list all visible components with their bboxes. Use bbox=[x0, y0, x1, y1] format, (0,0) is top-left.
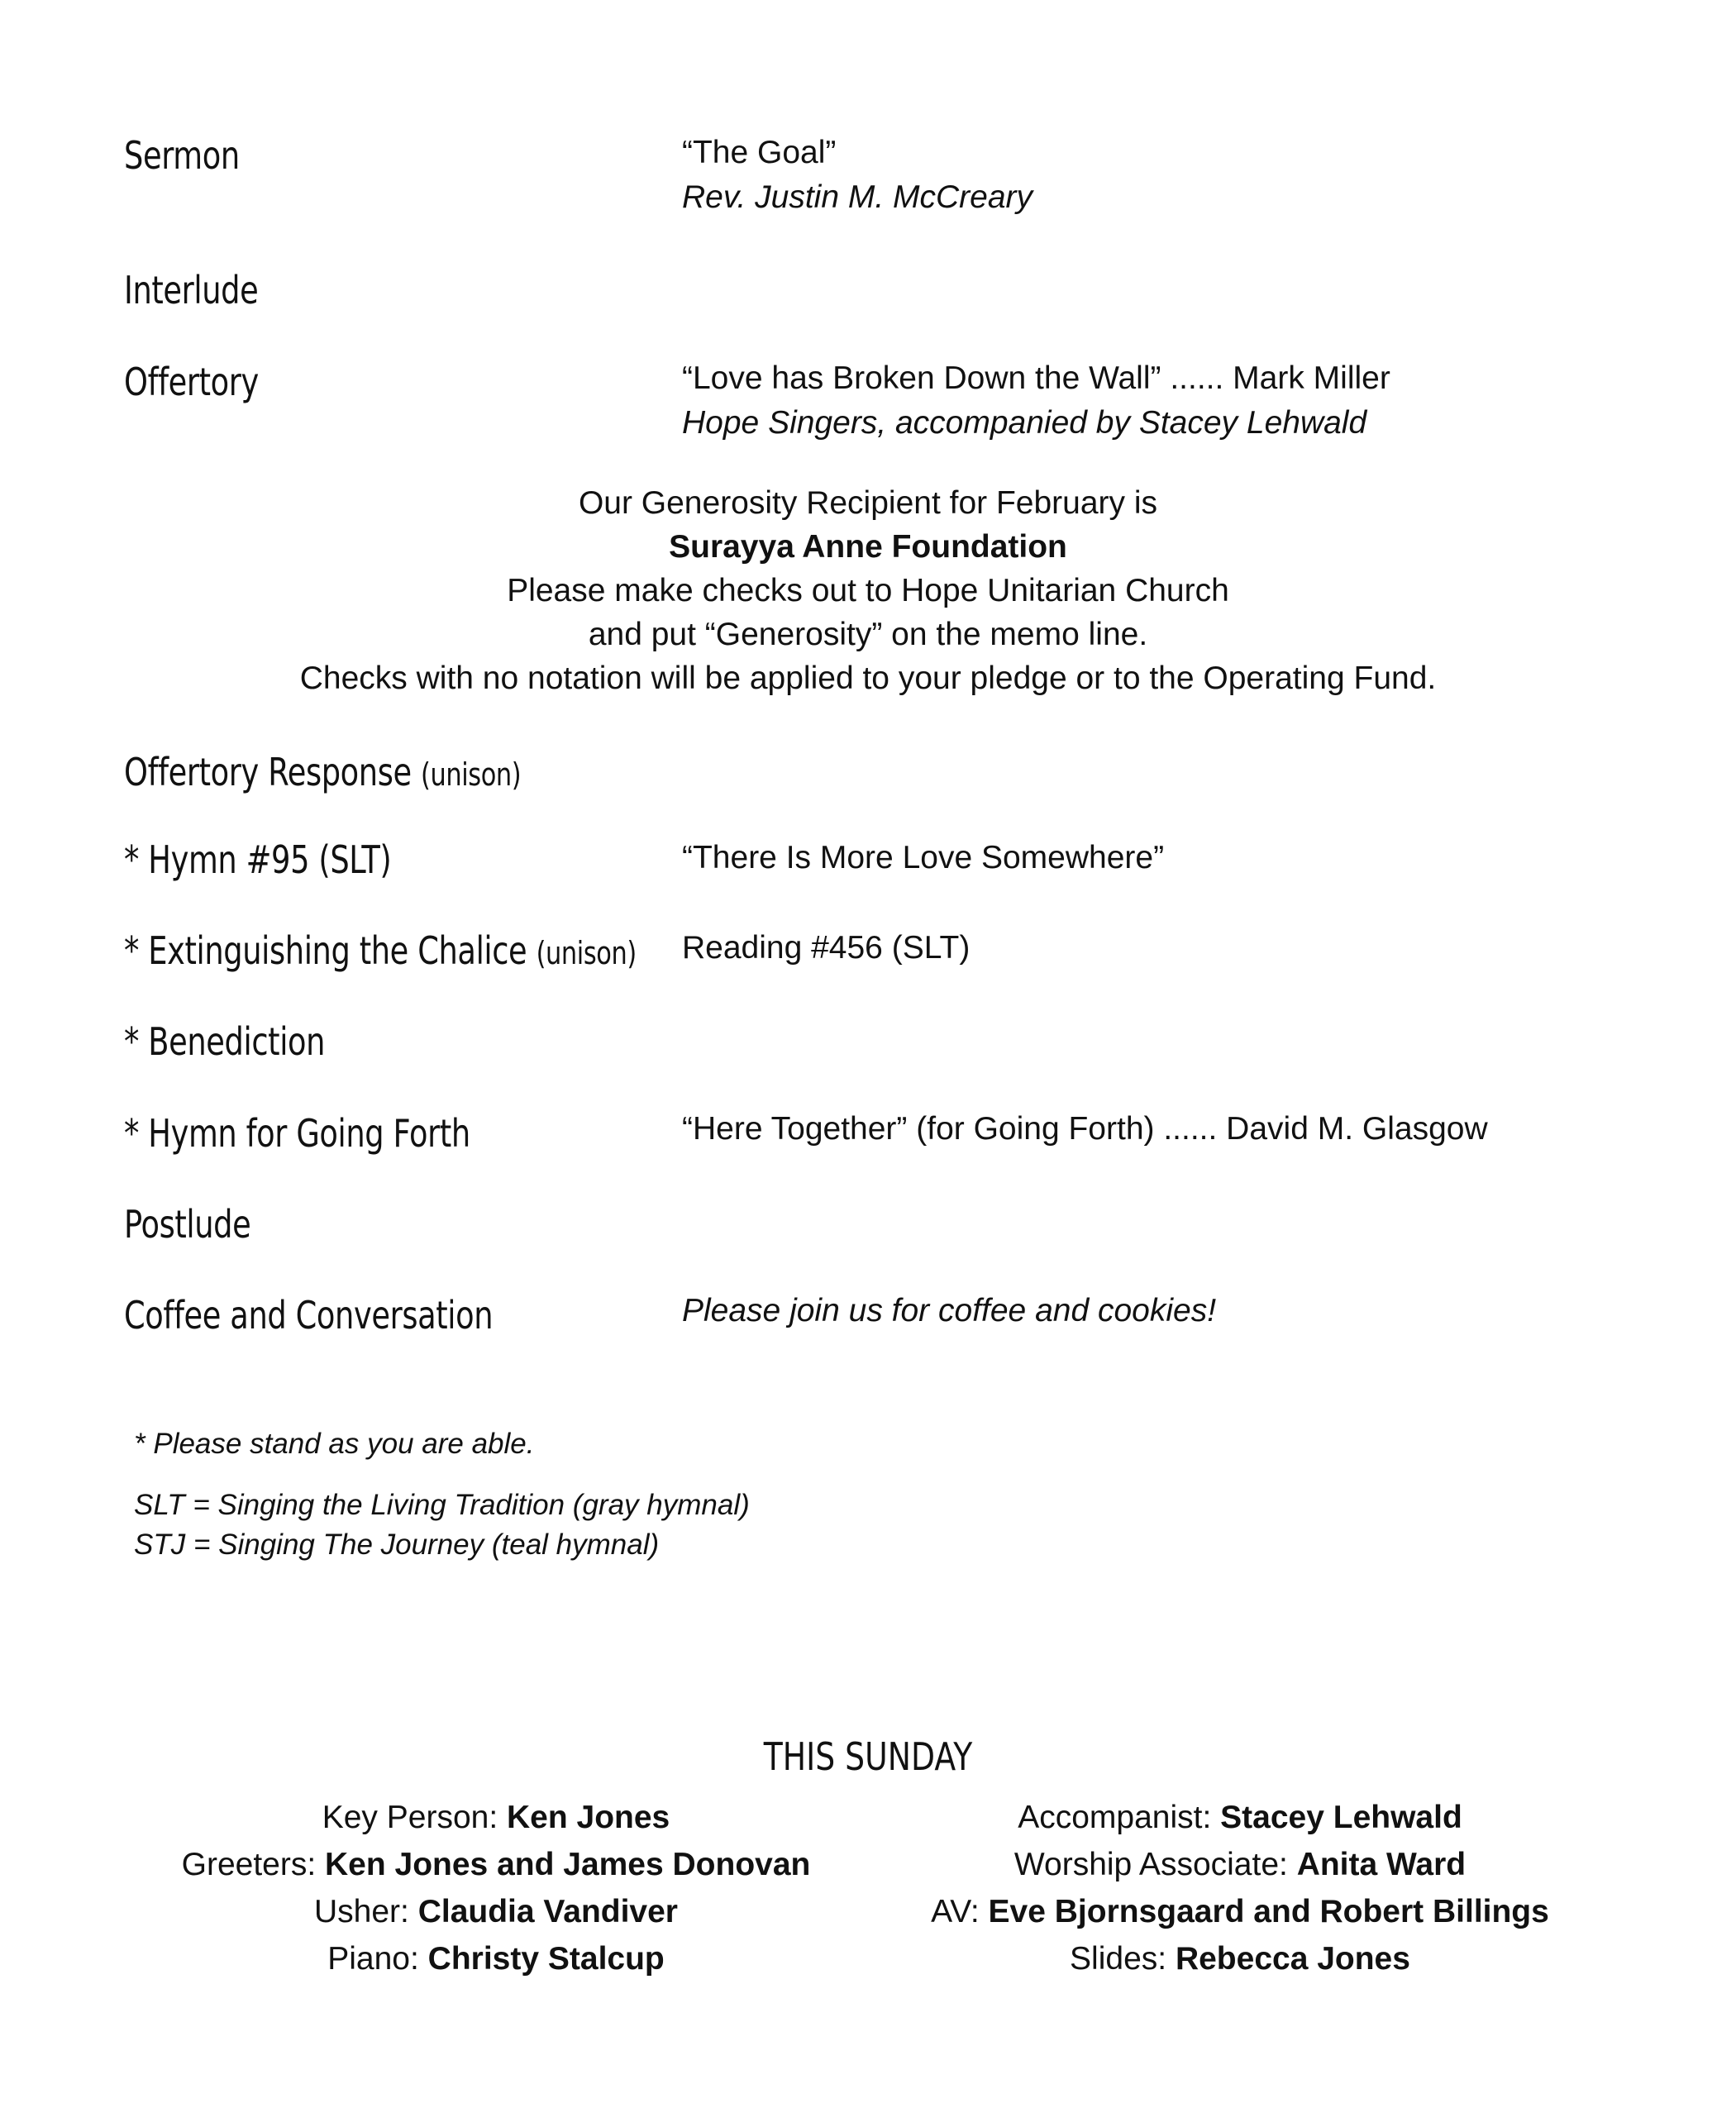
service-item-label: * Benediction bbox=[124, 1019, 326, 1064]
volunteer-role: Accompanist: bbox=[1018, 1800, 1221, 1835]
volunteer-role: Greeters: bbox=[181, 1847, 326, 1882]
volunteer-name: Stacey Lehwald bbox=[1220, 1800, 1462, 1835]
service-item-label: * Extinguishing the Chalice (unison) bbox=[124, 928, 637, 973]
service-item-label: Offertory Response (unison) bbox=[124, 750, 522, 794]
service-item-label: Sermon bbox=[124, 133, 240, 178]
volunteer-line bbox=[868, 1888, 1612, 1935]
offertory-piece: “Love has Broken Down the Wall” ...... Mark Miller bbox=[682, 360, 1390, 396]
volunteer-role: AV: bbox=[931, 1894, 989, 1929]
service-item-label: * Hymn for Going Forth bbox=[124, 1111, 470, 1156]
volunteer-name: Eve Bjornsgaard and Robert Billings bbox=[988, 1894, 1549, 1929]
volunteer-role: Worship Associate: bbox=[1013, 1847, 1297, 1882]
hymnal-legend bbox=[134, 1486, 750, 1565]
volunteer-line bbox=[124, 1841, 868, 1888]
service-item-detail bbox=[682, 1289, 1216, 1333]
service-item-label-suffix: (unison) bbox=[536, 935, 637, 971]
coffee-invitation: Please join us for coffee and cookies! bbox=[682, 1293, 1217, 1328]
offertory-performers: Hope Singers, accompanied by Stacey Lehwald bbox=[682, 405, 1367, 441]
generosity-intro: Our Generosity Recipient for February is bbox=[578, 485, 1158, 521]
volunteer-role: Key Person: bbox=[322, 1800, 508, 1835]
reading-reference: Reading #456 (SLT) bbox=[682, 930, 971, 966]
service-item-label: Offertory bbox=[124, 360, 259, 404]
volunteer-name: Christy Stalcup bbox=[427, 1941, 665, 1977]
volunteer-name: Ken Jones bbox=[507, 1800, 670, 1835]
sermon-title: “The Goal” bbox=[682, 135, 837, 170]
this-sunday-left-column bbox=[124, 1794, 868, 1982]
volunteer-line bbox=[124, 1794, 868, 1841]
generosity-announcement bbox=[0, 481, 1736, 700]
service-item-label: Coffee and Conversation bbox=[124, 1293, 494, 1338]
volunteer-line bbox=[868, 1935, 1612, 1982]
service-item-label: Postlude bbox=[124, 1202, 251, 1247]
volunteer-line bbox=[124, 1888, 868, 1935]
generosity-notation-note: Checks with no notation will be applied to your pledge or to the Operating Fund. bbox=[299, 661, 1437, 696]
closing-hymn-title: “Here Together” (for Going Forth) ...... David M. Glasgow bbox=[682, 1111, 1488, 1147]
slt-legend: SLT = Singing the Living Tradition (gray hymnal) bbox=[134, 1489, 750, 1521]
service-item-detail bbox=[682, 1107, 1488, 1152]
generosity-memo-instructions: and put “Generosity” on the memo line. bbox=[588, 617, 1148, 652]
this-sunday-right-column bbox=[868, 1794, 1612, 1982]
volunteer-line bbox=[124, 1935, 868, 1982]
service-item-detail bbox=[682, 836, 1164, 880]
volunteer-name: Claudia Vandiver bbox=[417, 1894, 678, 1929]
this-sunday-heading: THIS SUNDAY bbox=[763, 1734, 973, 1779]
service-item-detail bbox=[682, 131, 1033, 220]
sermon-speaker: Rev. Justin M. McCreary bbox=[682, 179, 1033, 215]
service-item-label: Interlude bbox=[124, 268, 259, 312]
volunteer-role: Slides: bbox=[1070, 1941, 1176, 1977]
generosity-recipient: Surayya Anne Foundation bbox=[669, 529, 1067, 565]
service-item-label: * Hymn #95 (SLT) bbox=[124, 837, 392, 882]
hymn-title: “There Is More Love Somewhere” bbox=[682, 840, 1165, 875]
service-item-label-suffix: (unison) bbox=[421, 756, 522, 793]
volunteer-line bbox=[868, 1841, 1612, 1888]
volunteer-role: Usher: bbox=[314, 1894, 418, 1929]
volunteer-role: Piano: bbox=[327, 1941, 428, 1977]
stand-note: * Please stand as you are able. bbox=[134, 1428, 535, 1460]
service-item-detail bbox=[682, 356, 1390, 446]
volunteer-name: Rebecca Jones bbox=[1175, 1941, 1410, 1977]
volunteer-name: Anita Ward bbox=[1296, 1847, 1467, 1882]
service-item-detail bbox=[682, 926, 970, 971]
stj-legend: STJ = Singing The Journey (teal hymnal) bbox=[134, 1529, 660, 1561]
volunteer-line bbox=[868, 1794, 1612, 1841]
volunteer-name: Ken Jones and James Donovan bbox=[325, 1847, 811, 1882]
generosity-check-instructions: Please make checks out to Hope Unitarian Church bbox=[507, 573, 1229, 608]
